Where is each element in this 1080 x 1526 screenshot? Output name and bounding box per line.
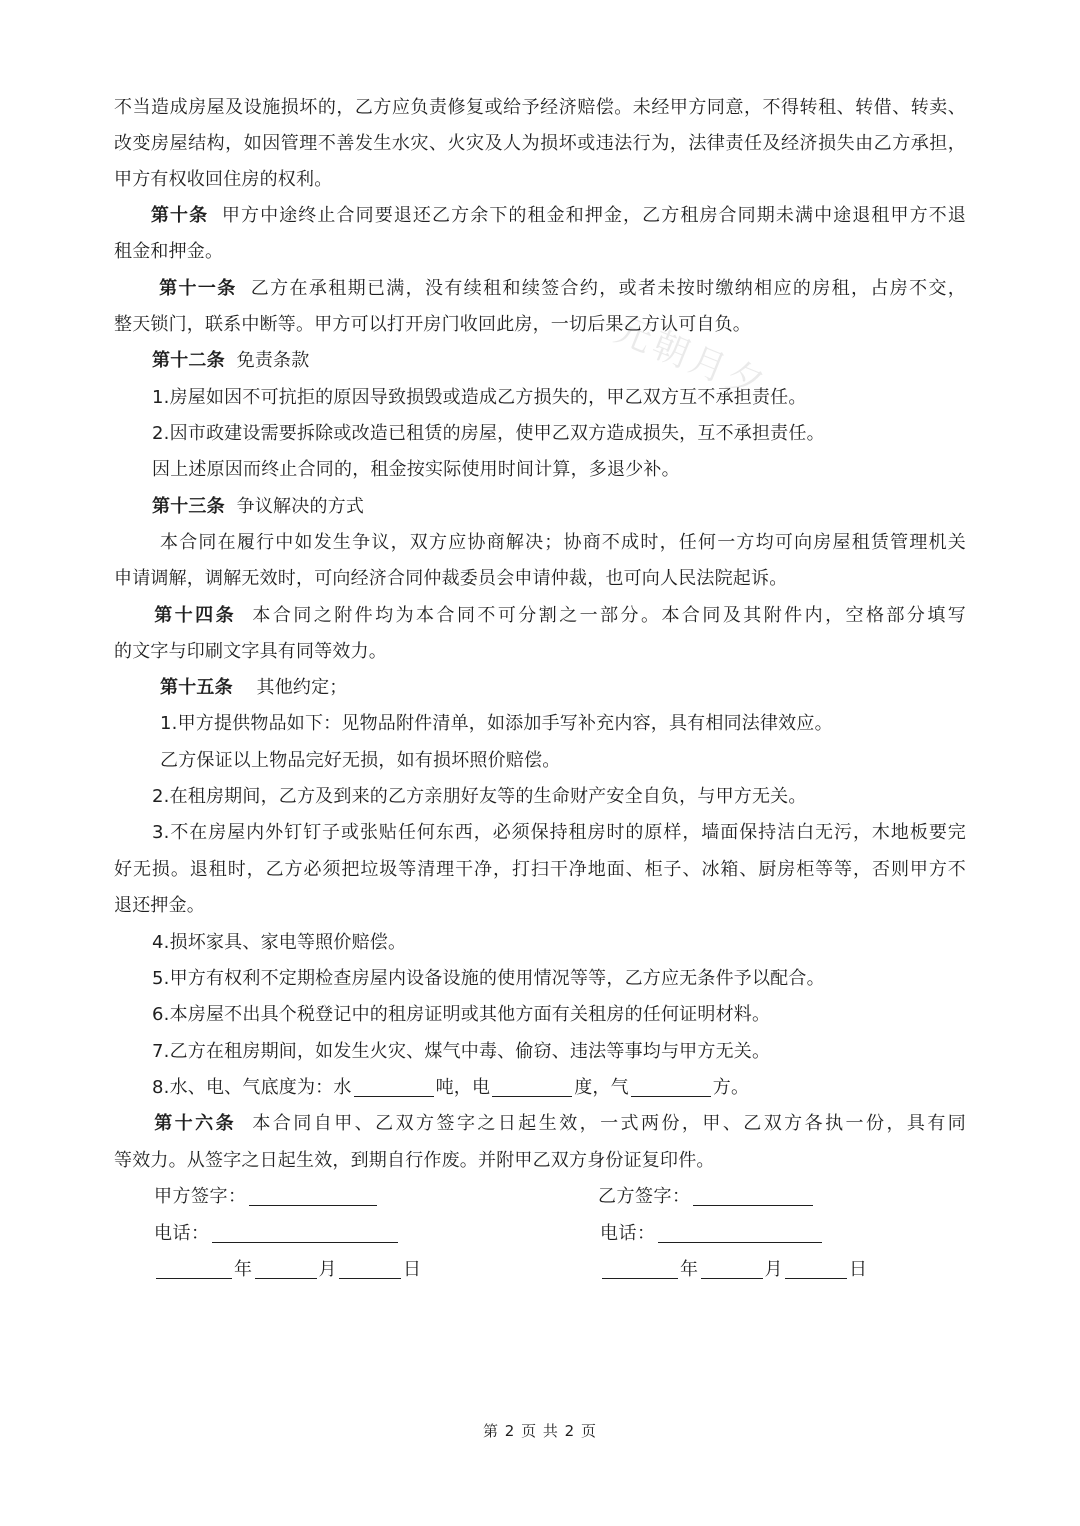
meter-label: 8.水、电、气底度为：水 — [152, 1077, 352, 1098]
text-line: 因上述原因而终止合同的，租金按实际使用时间计算，多退少补。 — [152, 459, 680, 480]
party-a-date — [154, 1258, 422, 1282]
article-12 — [114, 349, 1004, 373]
gas-blank[interactable] — [631, 1078, 711, 1097]
day-blank[interactable] — [339, 1260, 401, 1279]
gas-unit: 方。 — [712, 1077, 750, 1098]
party-a-sign-blank[interactable] — [249, 1187, 377, 1206]
text-line: 7.乙方在租房期间，如发生火灾、煤气中毒、偷窃、违法等事均与甲方无关。 — [152, 1041, 771, 1062]
text-line: 不当造成房屋及设施损坏的，乙方应负责修复或给予经济赔偿。未经甲方同意，不得转租、转借、转卖、 — [114, 97, 966, 118]
article-text: 争议解决的方式 — [236, 496, 365, 517]
article-13 — [114, 495, 1004, 519]
text-line: 2.因市政建设需要拆除或改造已租赁的房屋，使甲乙双方造成损失，互不承担责任。 — [152, 423, 825, 444]
article-title: 第十一条 — [158, 278, 237, 299]
text-line: 等效力。从签字之日起生效，到期自行作废。并附甲乙双方身份证复印件。 — [114, 1150, 715, 1171]
month-blank[interactable] — [701, 1260, 763, 1279]
phone-label: 电话： — [154, 1223, 210, 1244]
text-line: 3.不在房屋内外钉钉子或张贴任何东西，必须保持租房时的原样，墙面保持洁白无污，木地板要完 — [152, 822, 966, 843]
text-line: 5.甲方有权利不定期检查房屋内设备设施的使用情况等等，乙方应无条件予以配合。 — [152, 968, 825, 989]
text-line: 租金和押金。 — [114, 241, 224, 262]
text-line: 本合同在履行中如发生争议，双方应协商解决；协商不成时，任何一方均可向房屋租赁管理机关 — [160, 532, 966, 553]
article-11 — [114, 277, 966, 301]
article-title: 第十条 — [150, 205, 209, 226]
year-blank[interactable] — [156, 1260, 232, 1279]
text-line: 1.甲方提供物品如下：见物品附件清单，如添加手写补充内容，具有相同法律效应。 — [160, 713, 833, 734]
article-title: 第十二条 — [152, 350, 225, 371]
article-16 — [114, 1112, 966, 1136]
text-line: 1.房屋如因不可抗拒的原因导致损毁或造成乙方损失的，甲乙双方互不承担责任。 — [152, 387, 807, 408]
article-title: 第十四条 — [152, 605, 237, 626]
party-b-sign-blank[interactable] — [693, 1187, 813, 1206]
day-blank[interactable] — [785, 1260, 847, 1279]
electric-blank[interactable] — [492, 1078, 572, 1097]
text-line: 的文字与印刷文字具有同等效力。 — [114, 641, 387, 662]
party-b-date — [600, 1258, 868, 1282]
text-line: 6.本房屋不出具个税登记中的租房证明或其他方面有关租房的任何证明材料。 — [152, 1004, 771, 1025]
party-b-signature — [598, 1185, 815, 1209]
article-text: 甲方中途终止合同要退还乙方余下的租金和押金，乙方租房合同期未满中途退租甲方不退 — [221, 205, 967, 226]
article-text: 本合同自甲、乙双方签字之日起生效，一式两份，甲、乙双方各执一份，具有同 — [252, 1113, 966, 1134]
month-label: 月 — [764, 1259, 783, 1280]
text-line: 整天锁门，联系中断等。甲方可以打开房门收回此房，一切后果乙方认可自负。 — [114, 314, 751, 335]
article-10 — [114, 204, 966, 228]
month-label: 月 — [318, 1259, 337, 1280]
party-b-phone-blank[interactable] — [658, 1224, 822, 1243]
article-text: 本合同之附件均为本合同不可分割之一部分。本合同及其附件内，空格部分填写 — [252, 605, 966, 626]
article-title: 第十五条 — [160, 677, 233, 698]
year-blank[interactable] — [602, 1260, 678, 1279]
water-blank[interactable] — [354, 1078, 434, 1097]
text-line: 好无损。退租时，乙方必须把垃圾等清理干净，打扫干净地面、柜子、冰箱、厨房柜等等，否则甲方不 — [114, 859, 966, 880]
party-a-phone-blank[interactable] — [212, 1224, 398, 1243]
meter-readings — [114, 1076, 1004, 1100]
party-b-phone — [600, 1222, 824, 1246]
article-14 — [114, 604, 966, 628]
text-line: 2.在租房期间，乙方及到来的乙方亲朋好友等的生命财产安全自负，与甲方无关。 — [152, 786, 807, 807]
water-unit: 吨，电 — [435, 1077, 491, 1098]
article-text: 其他约定； — [256, 677, 348, 698]
party-a-phone — [154, 1222, 400, 1246]
article-text: 免责条款 — [236, 350, 310, 371]
month-blank[interactable] — [255, 1260, 317, 1279]
page-footer: 第 2 页 共 2 页 — [483, 1422, 597, 1440]
day-label: 日 — [849, 1259, 868, 1280]
signature-label: 甲方签字： — [154, 1186, 247, 1207]
year-label: 年 — [234, 1259, 253, 1280]
text-line: 退还押金。 — [114, 895, 205, 916]
article-title: 第十三条 — [152, 496, 225, 517]
day-label: 日 — [403, 1259, 422, 1280]
article-15 — [114, 676, 1012, 700]
text-line: 申请调解，调解无效时，可向经济合同仲裁委员会申请仲裁，也可向人民法院起诉。 — [114, 568, 788, 589]
year-label: 年 — [680, 1259, 699, 1280]
text-line: 甲方有权收回住房的权利。 — [114, 169, 333, 190]
party-a-signature — [154, 1185, 379, 1209]
text-line: 改变房屋结构，如因管理不善发生水灾、火灾及人为损坏或违法行为，法律责任及经济损失由乙方承担， — [114, 133, 966, 154]
text-line: 4.损坏家具、家电等照价赔偿。 — [152, 932, 407, 953]
watermark: 元朝月夕 — [609, 309, 773, 408]
article-title: 第十六条 — [152, 1113, 237, 1134]
text-line: 乙方保证以上物品完好无损，如有损坏照价赔偿。 — [160, 750, 561, 771]
phone-label: 电话： — [600, 1223, 656, 1244]
signature-label: 乙方签字： — [598, 1186, 691, 1207]
electric-unit: 度，气 — [574, 1077, 629, 1098]
article-text: 乙方在承租期已满，没有续租和续签合约，或者未按时缴纳相应的房租，占房不交， — [250, 278, 966, 299]
